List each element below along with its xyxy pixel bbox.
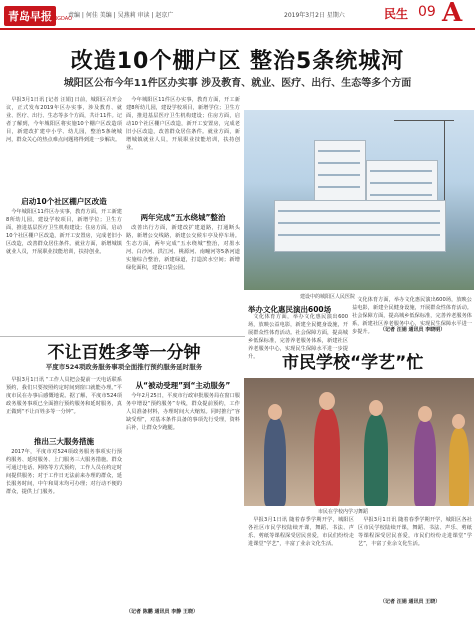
article2-body-a: 2017年，平度市对524项政务服务事项实行预约服务、延时服务、上门服务三大服务措施。群众可通过电话、网络等方式预约，工作人员在约定时间提供服务；对于工作日无法前来办理的群众，延长服务时间，中午和周末均可办理；对行动不便的群众，提供上门服务。 (6, 449, 122, 495)
headline-2: 不让百姓多等一分钟 (47, 343, 201, 363)
article3-body2-cont: 早报3月1日讯 随着春季学期开学，城阳区各社区市民学校陆续开课，舞蹈、书法、声乐、剪纸等课程深受居民喜爱，市民们纷纷走进课堂“学艺”，丰富了业余文化生活。 (358, 517, 472, 547)
article1-subhead-c: 举办文化惠民演出600场 (248, 305, 332, 314)
article2-lead: 早报3月1日讯 “工作人员把会提前一天电话联系预约，我们只要按照约定时间到窗口就能办理。”平度市民在办事后感慨地说。据了解，平度市524项政务服务事项已全面推行预约服务和延时服务，真正做到“不让百姓多等一分钟”。 (6, 377, 122, 415)
article3-subhead: 从“被动受理”到“主动服务” (135, 381, 231, 390)
article3-body: 今年2月25日，平度市行政审批服务局在窗口服务中增设“预约服务”专线，群众提前预约，工作人员准备材料，办理时间大大缩短。同时推行“容缺受理”，对基本条件具备的事项先行受理，资料后补，让群众少跑腿。 (126, 393, 240, 431)
masthead-logo (4, 4, 73, 26)
hospital-photo (244, 110, 474, 290)
subheadline-1: 城阳区公布今年11件区办实事 涉及教育、就业、医疗、出行、生态等多个方面 (63, 78, 412, 89)
article1-body-c-cont: 文化体育方面，举办文化惠民演出600场，放映公益电影，新建全民健身设施，开展群众性体育活动。社会保障方面，提高城乡低保标准，完善养老服务体系，新建社区养老服务中心，实现民生保障水平进一步提升。 (352, 297, 472, 335)
photo-caption-1: 建设中的城阳区人民医院 (300, 294, 356, 300)
section-divider (0, 336, 245, 337)
article1-byline: （记者 汪娟 通讯员 李晓明） (380, 327, 446, 333)
section-name: 民生 (384, 7, 409, 21)
logo-text: 青岛早报 (4, 6, 56, 26)
header-rule (0, 28, 475, 30)
article1-subhead-b: 两年完成“五水绕城”整治 (140, 213, 226, 222)
issue-date: 2019年3月2日 星期六 (284, 12, 345, 19)
article3-body2: 早报3月1日讯 随着春季学期开学，城阳区各社区市民学校陆续开课，舞蹈、书法、声乐、剪纸等课程深受居民喜爱，市民们纷纷走进课堂“学艺”，丰富了业余文化生活。 (248, 517, 354, 547)
article1-lead: 早报3月1日讯 [记者 汪娟] 日前，城阳区召开会议，正式发布2019年区办实事，涉及教育、就业、医疗、出行、生态等多个方面，共计11件。记者了解到，今年城阳区将实施10个棚户区改造项目，新建改扩建中小学、幼儿园，整治5条统城河，群众关心的热点难点问题将得到进一步解决。 (6, 97, 122, 143)
page-number: 09 (418, 4, 436, 20)
edition-letter: A (442, 0, 463, 28)
headline-3: 市民学校“学艺”忙 (282, 353, 424, 373)
article1-body-a: 今年城阳区11件区办实事，教育方面，开工新建8所幼儿园，建设学校项目，新增学位；卫生方面，推进基层医疗卫生机构建设；住房方面，启动10个社区棚户区改造，新开工安置房，完成老旧小区改造，改善群众居住条件。就业方面，新增城镇就业人员，开展职业技能培训，扶持创业。 (6, 209, 122, 255)
article1-body-a-cont: 今年城阳区11件区办实事，教育方面，开工新建8所幼儿园，建设学校项目，新增学位；卫生方面，推进基层医疗卫生机构建设；住房方面，启动10个社区棚户区改造，新开工安置房，完成老旧小区改造，改善群众居住条件。就业方面，新增城镇就业人员，开展职业技能培训，扶持创业。 (126, 97, 240, 151)
article3-byline: （记者 汪娟 通讯员 王晓） (380, 599, 441, 605)
article1-subhead-a: 启动10个社区棚户区改造 (21, 197, 107, 206)
editor-credits: 责编 | 何佳 美编 | 吴燕莉 审读 | 赵京广 (68, 12, 174, 19)
article1-body-b: 改善出行方面，新建改扩建道路，打通断头路，新增公交线路，新建公交候车亭及停车场。生态方面，两年完成“五水绕城”整治，对墨水河、白沙河、洪江河、桃源河、南疃河等5条河道实施综合整治，新建绿道，打造滨水空间；新增绿化面积，建设口袋公园。 (126, 225, 240, 271)
article2-subhead-a: 推出三大服务措施 (34, 437, 94, 446)
article1-body-c: 文化体育方面，举办文化惠民演出600场，放映公益电影，新建全民健身设施，开展群众性体育活动。社会保障方面，提高城乡低保标准，完善养老服务体系，新建社区养老服务中心，实现民生保障水平进一步提升。 (248, 314, 348, 360)
dance-class-photo (244, 378, 474, 506)
photo-caption-2: 市民在学校内学习舞蹈 (318, 509, 369, 515)
subheadline-2: 平度市524项政务服务事项全面推行预约服务延时服务 (45, 363, 203, 371)
headline-1: 改造10个棚户区 整治5条统城河 (70, 49, 405, 74)
logo-subtext: QINGDAO (48, 16, 73, 22)
article2-byline: （记者 陈鹏 通讯员 李静 王晓） (126, 609, 198, 615)
